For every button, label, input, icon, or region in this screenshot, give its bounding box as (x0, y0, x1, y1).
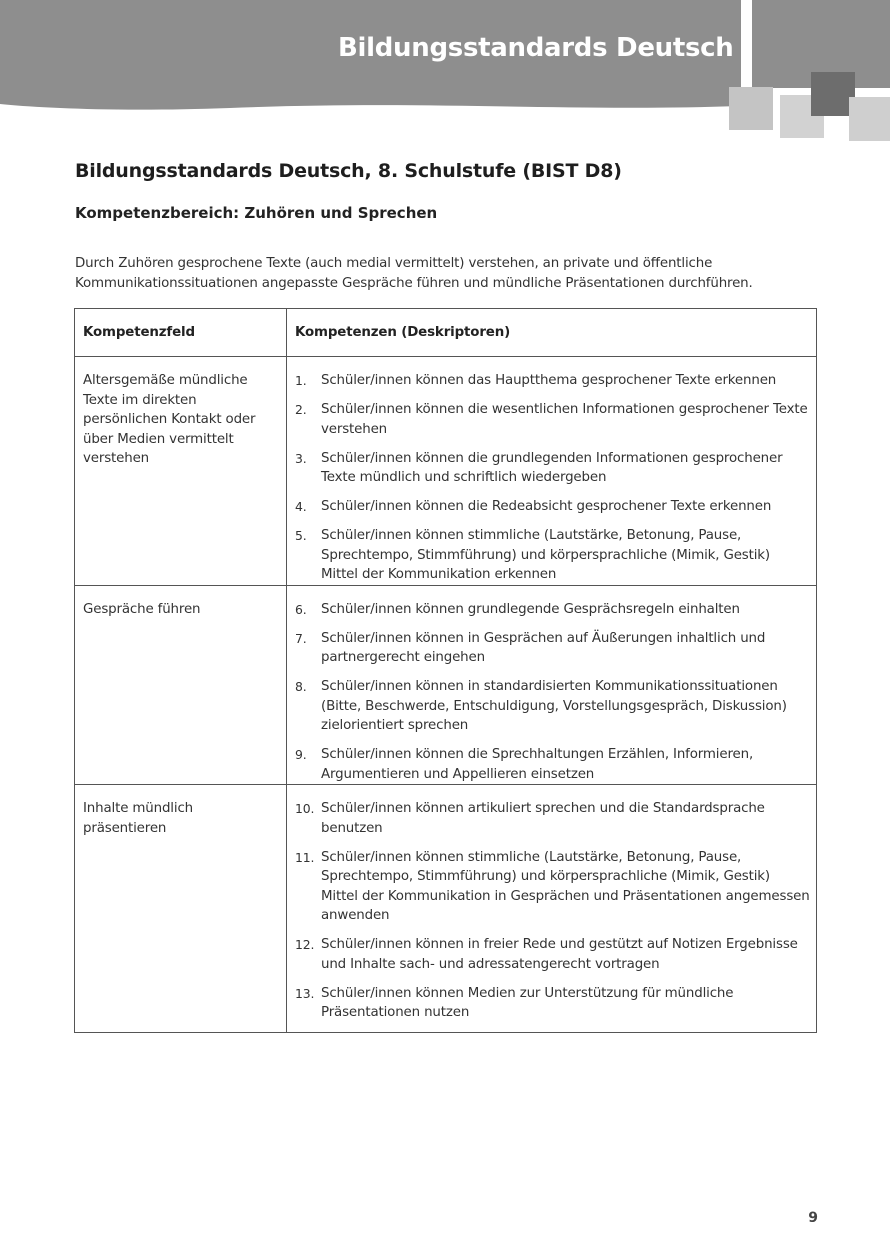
banner-graphic (0, 0, 890, 150)
descriptor-item (295, 600, 810, 620)
descriptor-text: Schüler/innen können stimmliche (Lautstärke, Betonung, Pause, Sprechtempo, Stimmführung) und körpersprachliche (Mimik, Gestik) Mittel der Kommunikation in Gesprächen und Präsentationen angemessen anwenden (321, 849, 810, 923)
descriptor-text: Schüler/innen können das Hauptthema gesprochener Texte erkennen (321, 373, 777, 388)
descriptor-number: 12. (295, 937, 315, 952)
descriptor-number: 3. (295, 450, 307, 466)
descriptor-text: Schüler/innen können artikuliert sprechen und die Standardsprache benutzen (321, 801, 765, 836)
descriptor-text: Schüler/innen können die Sprechhaltungen Erzählen, Informieren, Argumentieren und Appellieren einsetzen (321, 747, 754, 782)
descriptor-text: Schüler/innen können stimmliche (Lautstärke, Betonung, Pause, Sprechtempo, Stimmführung) und körpersprachliche (Mimik, Gestik) Mittel der Kommunikation erkennen (321, 528, 770, 582)
header-kompetenzfeld: Kompetenzfeld (75, 309, 287, 357)
descriptor-cell (287, 357, 817, 586)
descriptor-list (295, 799, 810, 1023)
descriptor-item (295, 848, 810, 926)
descriptor-item (295, 371, 810, 391)
competence-field: Gespräche führen (75, 585, 287, 785)
competence-table (74, 308, 817, 1033)
descriptor-item (295, 799, 810, 838)
table-row (75, 785, 817, 1033)
document-title: Bildungsstandards Deutsch, 8. Schulstufe (BIST D8) (75, 160, 622, 182)
descriptor-item (295, 497, 810, 517)
descriptor-cell (287, 585, 817, 785)
descriptor-number: 11. (295, 849, 315, 865)
descriptor-number: 9. (295, 747, 307, 762)
descriptor-text: Schüler/innen können in freier Rede und gestützt auf Notizen Ergebnisse und Inhalte sach- und adressatengerecht vortragen (321, 937, 798, 972)
header-banner (0, 0, 890, 150)
table-row (75, 357, 817, 586)
descriptor-text: Schüler/innen können in Gesprächen auf Äußerungen inhaltlich und partnergerecht eingehen (321, 630, 766, 665)
table-row (75, 585, 817, 785)
descriptor-item (295, 984, 810, 1023)
table-header-row (75, 309, 817, 357)
descriptor-item (295, 677, 810, 736)
descriptor-text: Schüler/innen können die Redeabsicht gesprochener Texte erkennen (321, 499, 772, 514)
banner-title: Bildungsstandards Deutsch (338, 33, 734, 63)
deco-square-4 (849, 97, 890, 141)
descriptor-item (295, 935, 810, 974)
deco-square-3 (811, 72, 855, 116)
descriptor-number: 4. (295, 499, 307, 514)
descriptor-list (295, 371, 810, 585)
descriptor-number: 13. (295, 985, 315, 1001)
header-kompetenzen: Kompetenzen (Deskriptoren) (287, 309, 817, 357)
deco-square-1 (729, 87, 773, 130)
descriptor-number: 6. (295, 601, 307, 617)
descriptor-number: 5. (295, 528, 307, 543)
descriptor-list (295, 600, 810, 785)
descriptor-text: Schüler/innen können die wesentlichen Informationen gesprochener Texte verstehen (321, 402, 808, 437)
competence-field: Altersgemäße mündliche Texte im direkten persönlichen Kontakt oder über Medien vermittelt verstehen (75, 357, 287, 586)
descriptor-text: Schüler/innen können grundlegende Gesprächsregeln einhalten (321, 601, 740, 617)
descriptor-number: 8. (295, 679, 307, 694)
descriptor-number: 1. (295, 373, 307, 388)
descriptor-item (295, 526, 810, 585)
descriptor-text: Schüler/innen können Medien zur Unterstützung für mündliche Präsentationen nutzen (321, 985, 734, 1020)
section-title: Kompetenzbereich: Zuhören und Sprechen (75, 204, 438, 222)
descriptor-text: Schüler/innen können in standardisierten Kommunikationssituationen (Bitte, Beschwerde, Entschuldigung, Vorstellungsgespräch, Diskussion) zielorientiert sprechen (321, 679, 787, 733)
descriptor-text: Schüler/innen können die grundlegenden Informationen gesprochener Texte mündlich und schriftlich wiedergeben (321, 450, 783, 485)
competence-field: Inhalte mündlich präsentieren (75, 785, 287, 1033)
descriptor-item (295, 745, 810, 784)
descriptor-item (295, 400, 810, 439)
intro-paragraph: Durch Zuhören gesprochene Texte (auch medial vermittelt) verstehen, an private und öffentliche Kommunikationssituationen angepasste Gespräche führen und mündliche Präsentationen durchführen. (75, 256, 753, 291)
descriptor-number: 10. (295, 801, 315, 816)
descriptor-number: 7. (295, 630, 307, 646)
descriptor-number: 2. (295, 402, 307, 417)
page-number: 9 (808, 1210, 818, 1226)
descriptor-cell (287, 785, 817, 1033)
descriptor-item (295, 629, 810, 668)
descriptor-item (295, 449, 810, 488)
